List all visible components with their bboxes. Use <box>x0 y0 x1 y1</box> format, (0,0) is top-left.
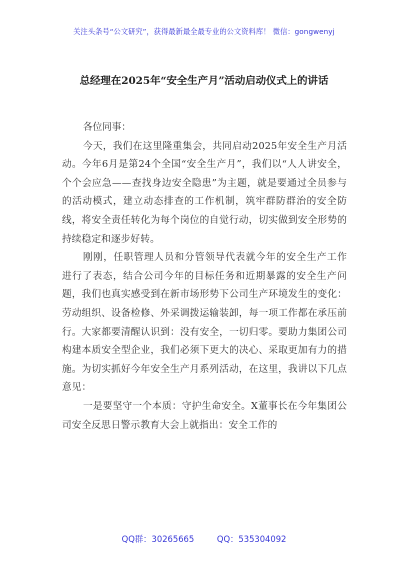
body-paragraph: 一是要坚守一个本质：守护生命安全。X董事长在今年集团公司安全反思日警示教育大会上就指出：安全工作的 <box>62 400 347 431</box>
footer-qq-group: QQ群：30265665 <box>121 534 195 544</box>
footer-contact <box>0 533 408 545</box>
body-paragraph: 刚刚，任职管理人员和分管领导代表就今年的安全生产工作进行了表态，结合公司今年的目标任务和近期暴露的安全生产问题，我们也真实感受到在新市场形势下公司生产环境发生的变化：劳动组织、设备检修、外采调拨运输装卸，每一项工作都在承压前行。大家都要清醒认识到：没有安全，一切归零。要助力集团公司构建本质安全型企业，我们必须下更大的决心、采取更加有力的措施。为切实抓好今年安全生产月系列活动，在这里，我讲以下几点意见： <box>62 252 347 394</box>
greeting: 各位同事： <box>83 122 131 133</box>
document-body <box>62 119 347 435</box>
header-promo-note: 关注头条号“公文研究”，获得最新最全最专业的公文资料库！ 微信：gongwenyj <box>73 27 335 36</box>
document-title: 总经理在2025年“安全生产月”活动启动仪式上的讲话 <box>79 75 329 87</box>
footer-qq: QQ：535304092 <box>216 534 287 544</box>
body-paragraph: 今天，我们在这里隆重集会，共同启动2025年安全生产月活动。今年6月是第24个全国“安全生产月”，我们以“人人讲安全，个个会应急——查找身边安全隐患”为主题，就是要通过全员参与的活动模式，建立动态排查的工作机制，筑牢群防群治的安全防线，将安全责任转化为每个岗位的自觉行动，切实做到安全形势的持续稳定和逐步好转。 <box>62 140 347 245</box>
